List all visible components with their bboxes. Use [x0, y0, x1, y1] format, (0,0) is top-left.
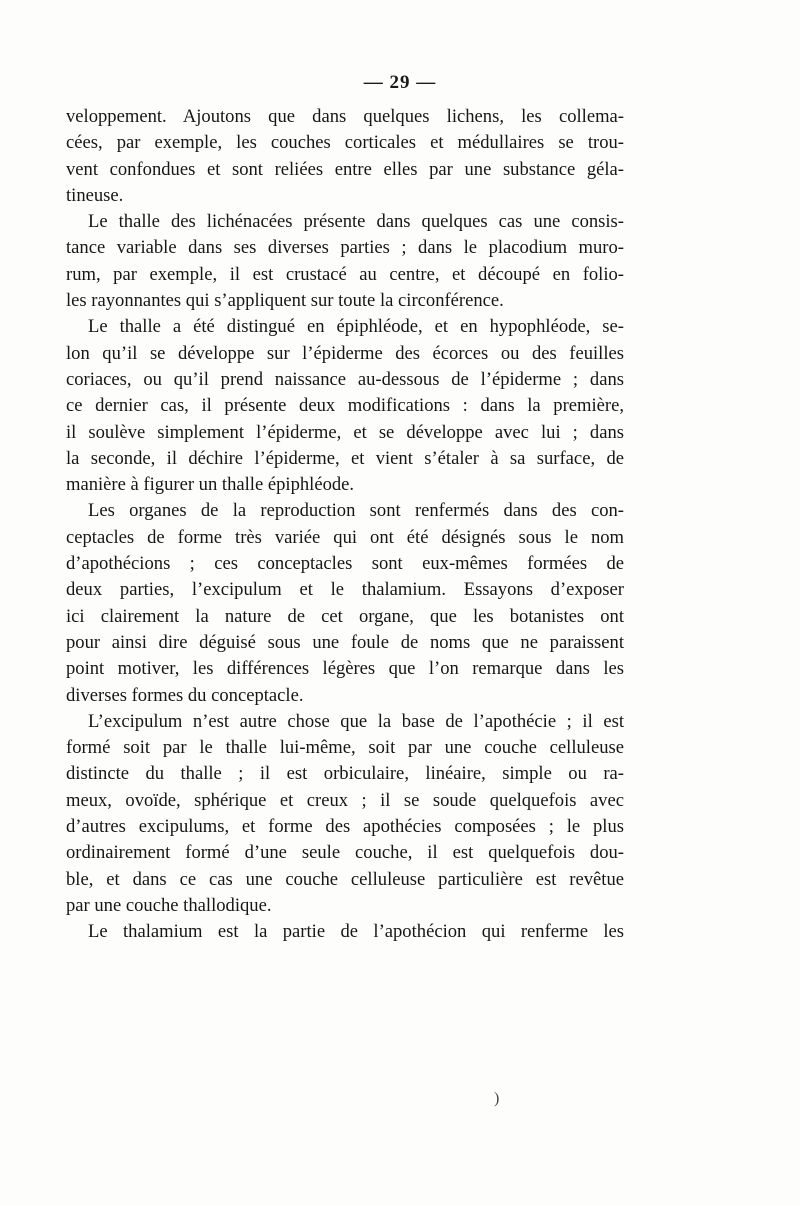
stray-mark: )	[494, 1090, 500, 1107]
text-line: rum, par exemple, il est crustacé au centre, et découpé en folio-	[66, 263, 624, 285]
text-line: ce dernier cas, il présente deux modifications : dans la première,	[66, 395, 624, 417]
text-line: vent confondues et sont reliées entre elles par une substance géla-	[66, 158, 624, 180]
text-line: manière à figurer un thalle épiphléode.	[66, 474, 355, 496]
text-line: cées, par exemple, les couches corticales et médullaires se trou-	[66, 132, 624, 154]
text-line: pour ainsi dire déguisé sous une foule de noms que ne paraissent	[66, 631, 624, 653]
paragraph-start: Les organes de la reproduction sont renfermés dans des con-	[88, 500, 624, 522]
paragraph-start: Le thalamium est la partie de l’apothécion qui renferme les	[88, 921, 624, 943]
text-line: distincte du thalle ; il est orbiculaire, linéaire, simple ou ra-	[66, 763, 624, 785]
text-line: coriaces, ou qu’il prend naissance au-dessous de l’épiderme ; dans	[66, 368, 624, 390]
text-line: tineuse.	[66, 184, 124, 206]
text-line: les rayonnantes qui s’appliquent sur toute la circonférence.	[66, 290, 504, 312]
text-line: diverses formes du conceptacle.	[66, 684, 304, 706]
paragraph-start: L’excipulum n’est autre chose que la base de l’apothécie ; il est	[88, 710, 624, 732]
text-line: la seconde, il déchire l’épiderme, et vient s’étaler à sa surface, de	[66, 447, 624, 469]
text-line: ordinairement formé d’une seule couche, il est quelquefois dou-	[66, 842, 624, 864]
text-line: formé soit par le thalle lui-même, soit par une couche celluleuse	[66, 737, 624, 759]
paragraph-start: Le thalle des lichénacées présente dans quelques cas une consis-	[88, 211, 624, 233]
text-line: d’autres excipulums, et forme des apothécies composées ; le plus	[66, 816, 624, 838]
text-line: ici clairement la nature de cet organe, que les botanistes ont	[66, 605, 624, 627]
text-line: ceptacles de forme très variée qui ont été désignés sous le nom	[66, 526, 624, 548]
text-line: d’apothécions ; ces conceptacles sont eux-mêmes formées de	[66, 553, 624, 575]
body-text	[66, 104, 624, 946]
text-line: veloppement. Ajoutons que dans quelques lichens, les collema-	[66, 106, 624, 127]
text-line: deux parties, l’excipulum et le thalamium. Essayons d’exposer	[66, 579, 624, 601]
page-number: — 29 —	[363, 72, 437, 93]
text-line: par une couche thallodique.	[66, 894, 272, 916]
text-line: point motiver, les différences légères que l’on remarque dans les	[66, 658, 624, 680]
text-line: ble, et dans ce cas une couche celluleuse particulière est revêtue	[66, 868, 624, 890]
text-line: meux, ovoïde, sphérique et creux ; il se soude quelquefois avec	[66, 789, 624, 811]
text-line: il soulève simplement l’épiderme, et se développe avec lui ; dans	[66, 421, 624, 443]
text-line: tance variable dans ses diverses parties ; dans le placodium muro-	[66, 237, 624, 259]
paragraph-start: Le thalle a été distingué en épiphléode, et en hypophléode, se-	[88, 316, 624, 338]
text-line: lon qu’il se développe sur l’épiderme des écorces ou des feuilles	[66, 342, 624, 364]
